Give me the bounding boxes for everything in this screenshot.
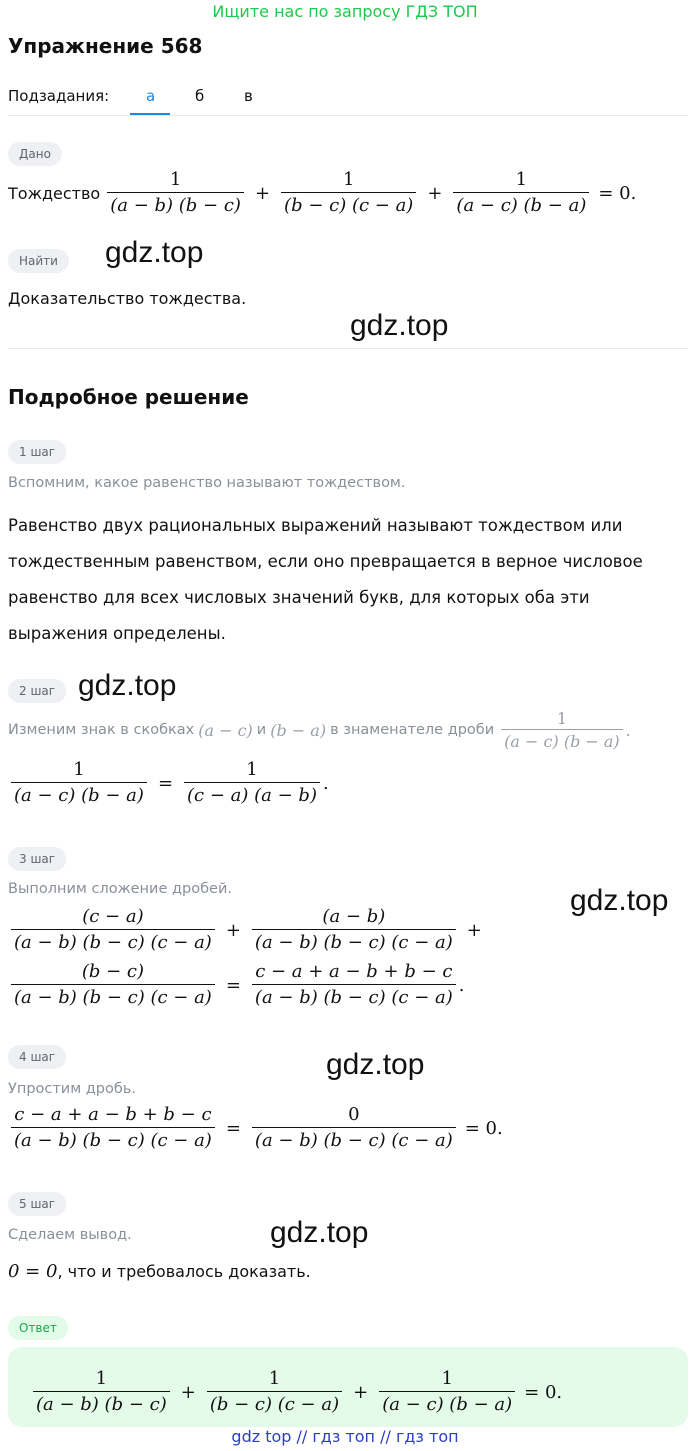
answer-badge: Ответ: [8, 1316, 68, 1340]
numerator: 1: [95, 1368, 108, 1389]
fraction: [11, 906, 215, 954]
fraction: [107, 169, 244, 217]
hint-text: Изменим знак в скобках: [8, 722, 195, 738]
watermark: gdz.top: [350, 309, 449, 342]
step-hint: [8, 709, 631, 751]
plus-sign: +: [180, 1381, 196, 1403]
plus-sign: +: [466, 919, 482, 941]
step-badge: 4 шаг: [8, 1045, 66, 1069]
equals-zero: = 0.: [524, 1381, 563, 1403]
plus-sign: +: [353, 1381, 369, 1403]
denominator: (a − b) (b − c) (c − a): [252, 1127, 456, 1152]
step4-equation: [8, 1104, 503, 1152]
numerator: (a − b): [322, 906, 386, 927]
denominator: (a − b) (b − c): [107, 192, 244, 217]
hint-expression: (a − c): [198, 720, 253, 740]
footer-links[interactable]: gdz top // гдз топ // гдз топ: [231, 1427, 459, 1446]
find-badge: Найти: [8, 249, 69, 273]
fraction: [501, 709, 623, 751]
period: .: [458, 974, 465, 996]
fraction: [11, 759, 147, 807]
numerator: 1: [268, 1368, 281, 1389]
watermark: gdz.top: [326, 1048, 425, 1081]
conclusion-expression: 0 = 0: [8, 1261, 58, 1282]
tab-subtask-b[interactable]: б: [195, 87, 205, 105]
watermark: gdz.top: [105, 236, 204, 269]
watermark: gdz.top: [270, 1216, 369, 1249]
page-title: Упражнение 568: [8, 34, 203, 58]
equals-sign: =: [225, 1117, 241, 1139]
fraction: [11, 961, 215, 1009]
step3-equation-line2: [8, 961, 464, 1009]
period: .: [625, 720, 631, 740]
step-hint: Выполним сложение дробей.: [8, 881, 232, 897]
tab-subtask-a[interactable]: а: [146, 87, 156, 105]
numerator: 1: [342, 169, 355, 190]
period: .: [322, 772, 329, 794]
numerator: 1: [169, 169, 182, 190]
equals-sign: =: [157, 772, 174, 794]
equals-sign: =: [225, 974, 241, 996]
conclusion: [8, 1261, 311, 1282]
divider: [8, 115, 688, 116]
watermark: gdz.top: [570, 884, 669, 917]
step-hint: Вспомним, какое равенство называют тождеством.: [8, 475, 406, 491]
denominator: (c − a) (a − b): [184, 782, 320, 807]
fraction: [252, 906, 456, 954]
find-text: Доказательство тождества.: [8, 289, 247, 308]
watermark: gdz.top: [78, 669, 177, 702]
denominator: (a − b) (b − c) (c − a): [252, 929, 456, 954]
denominator: (a − b) (b − c) (c − a): [11, 984, 215, 1009]
numerator: c − a + a − b + b − c: [14, 1104, 212, 1125]
numerator: 1: [556, 709, 568, 728]
fraction: [453, 169, 589, 217]
denominator: (a − b) (b − c): [33, 1391, 170, 1416]
fraction: [281, 169, 416, 217]
step-hint: Сделаем вывод.: [8, 1227, 132, 1243]
fraction: [379, 1368, 515, 1416]
fraction: [33, 1368, 170, 1416]
denominator: (b − c) (c − a): [207, 1391, 342, 1416]
equals-zero: = 0.: [598, 182, 637, 204]
fraction: [252, 1104, 456, 1152]
plus-sign: +: [254, 182, 271, 204]
denominator: (a − c) (b − a): [11, 782, 147, 807]
numerator: 0: [348, 1104, 360, 1125]
plus-sign: +: [225, 919, 241, 941]
denominator: (a − c) (b − a): [379, 1391, 515, 1416]
given-badge: Дано: [8, 142, 62, 166]
step-badge: 1 шаг: [8, 440, 66, 464]
step2-equation: [8, 759, 329, 807]
plus-sign: +: [427, 182, 443, 204]
denominator: (b − c) (c − a): [281, 192, 416, 217]
numerator: (b − c): [81, 961, 144, 982]
hint-expression: (b − a): [270, 720, 327, 740]
equals-zero: = 0.: [464, 1117, 503, 1139]
numerator: 1: [441, 1368, 453, 1389]
numerator: 1: [246, 759, 258, 780]
step-text: Равенство двух рациональных выражений называют тождеством или тождественным равенством, если оно превращается в верное числовое равенство для всех числовых значений букв, для которых оба эти выражения определены.: [8, 516, 643, 643]
hint-text: и: [256, 722, 267, 738]
denominator: (a − b) (b − c) (c − a): [11, 929, 215, 954]
step-hint: Упростим дробь.: [8, 1081, 136, 1097]
solution-heading: Подробное решение: [8, 385, 249, 409]
given-prefix: Тождество: [8, 183, 101, 203]
numerator: 1: [73, 759, 85, 780]
denominator: (a − b) (b − c) (c − a): [252, 984, 456, 1009]
divider: [8, 348, 688, 349]
step3-equation-line1: [8, 906, 490, 954]
fraction: [207, 1368, 342, 1416]
step-badge: 5 шаг: [8, 1192, 66, 1216]
fraction: [184, 759, 320, 807]
fraction: [252, 961, 456, 1009]
hint-text: в знаменателе дроби: [330, 722, 495, 738]
conclusion-text: , что и требовалось доказать.: [57, 1262, 311, 1281]
step-badge: 3 шаг: [8, 847, 66, 871]
numerator: c − a + a − b + b − c: [255, 961, 453, 982]
denominator: (a − b) (b − c) (c − a): [11, 1127, 215, 1152]
answer-identity: [30, 1368, 562, 1416]
subtasks-label: Подзадания:: [8, 87, 110, 105]
fraction: [11, 1104, 215, 1152]
numerator: (c − a): [82, 906, 144, 927]
denominator: (a − c) (b − a): [501, 729, 623, 751]
denominator: (a − c) (b − a): [453, 192, 589, 217]
given-identity: [8, 169, 636, 217]
search-promo-banner[interactable]: Ищите нас по запросу ГДЗ ТОП: [212, 2, 478, 21]
numerator: 1: [515, 169, 528, 190]
step-badge: 2 шаг: [8, 679, 66, 703]
tab-subtask-c[interactable]: в: [244, 87, 253, 105]
